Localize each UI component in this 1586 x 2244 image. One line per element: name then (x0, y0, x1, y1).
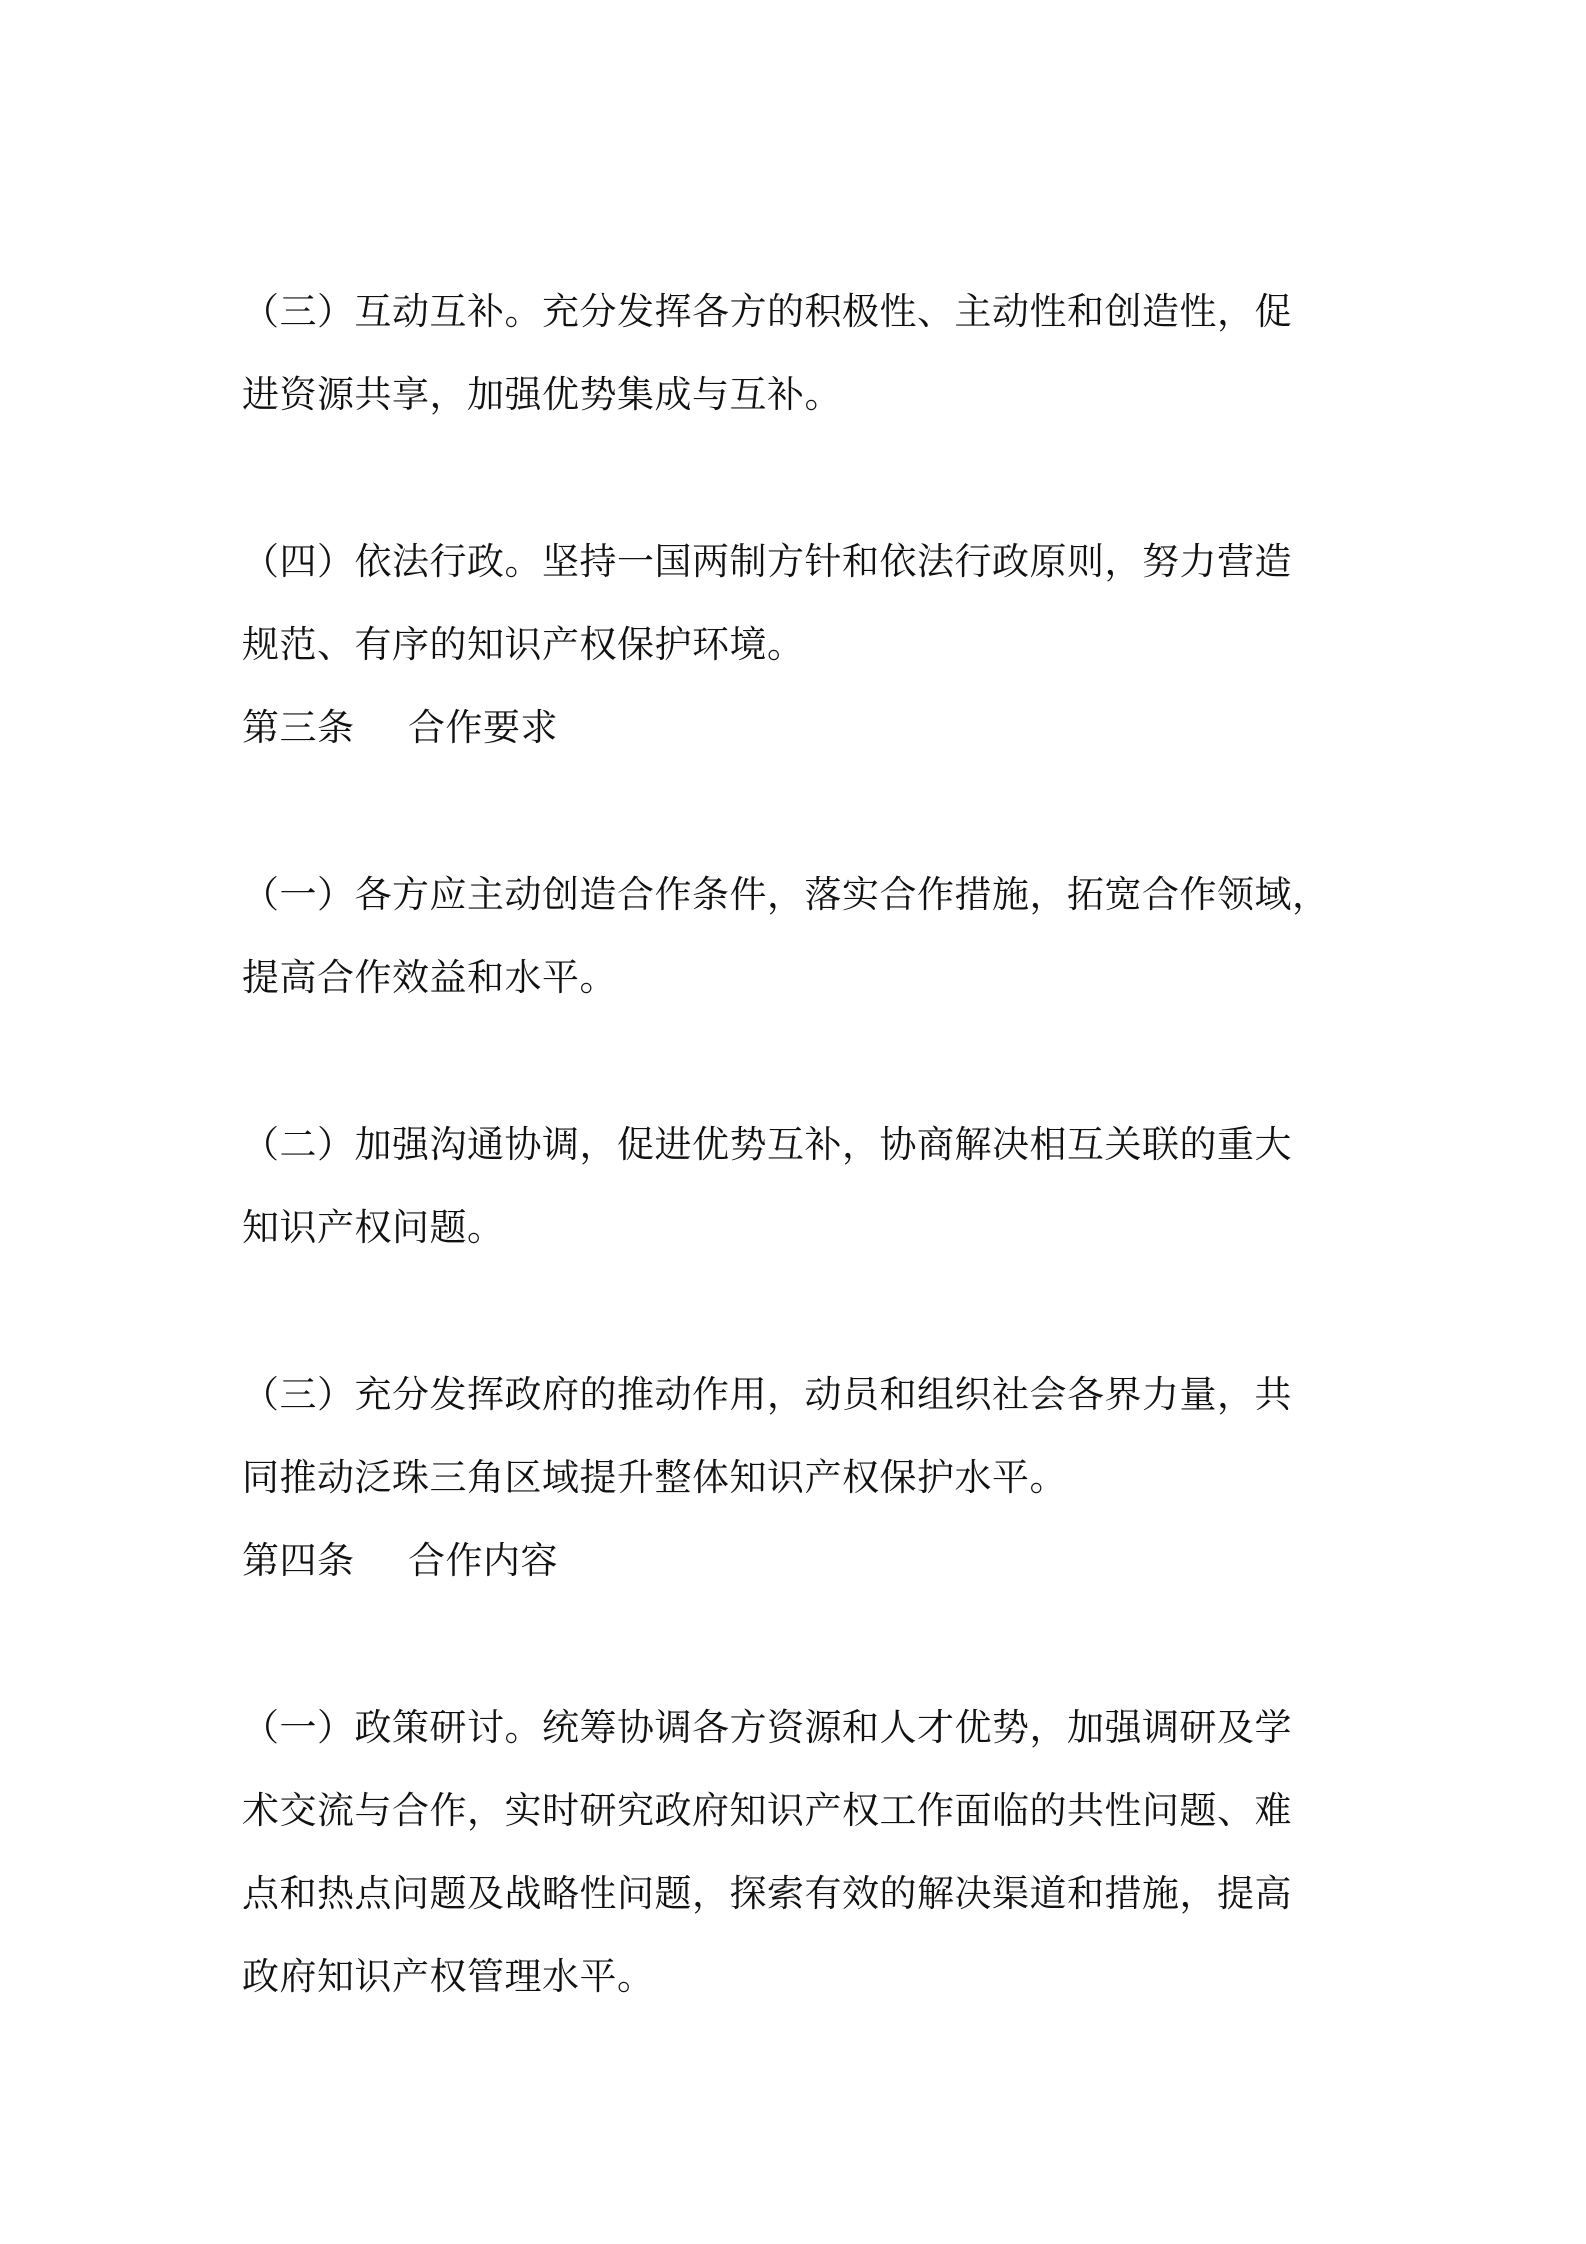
article-title: 合作要求 (408, 706, 558, 749)
paragraph-line: 知识产权问题。 (242, 1206, 505, 1249)
paragraph-line: （三）互动互补。充分发挥各方的积极性、主动性和创造性，促 (242, 290, 1292, 333)
paragraph-line: （一）政策研讨。统筹协调各方资源和人才优势，加强调研及学 (242, 1706, 1292, 1749)
paragraph-line: 提高合作效益和水平。 (242, 956, 617, 999)
article-title: 合作内容 (408, 1539, 558, 1582)
paragraph-line: 进资源共享，加强优势集成与互补。 (242, 373, 842, 416)
paragraph-line: 政府知识产权管理水平。 (242, 1955, 655, 1998)
paragraph-line: 同推动泛珠三角区域提升整体知识产权保护水平。 (242, 1456, 1067, 1499)
paragraph-line: （三）充分发挥政府的推动作用，动员和组织社会各界力量，共 (242, 1373, 1292, 1416)
article-number: 第三条 (242, 706, 355, 749)
article-number: 第四条 (242, 1539, 355, 1582)
paragraph-line: 规范、有序的知识产权保护环境。 (242, 623, 805, 666)
paragraph-line: 点和热点问题及战略性问题，探索有效的解决渠道和措施，提高 (242, 1872, 1292, 1915)
paragraph-line: （四）依法行政。坚持一国两制方针和依法行政原则，努力营造 (242, 540, 1292, 583)
paragraph-line: （一）各方应主动创造合作条件，落实合作措施，拓宽合作领域， (242, 873, 1330, 916)
paragraph-line: （二）加强沟通协调，促进优势互补，协商解决相互关联的重大 (242, 1123, 1292, 1166)
article-heading (242, 703, 558, 753)
paragraph-line: 术交流与合作，实时研究政府知识产权工作面临的共性问题、难 (242, 1789, 1292, 1832)
article-heading (242, 1536, 558, 1586)
